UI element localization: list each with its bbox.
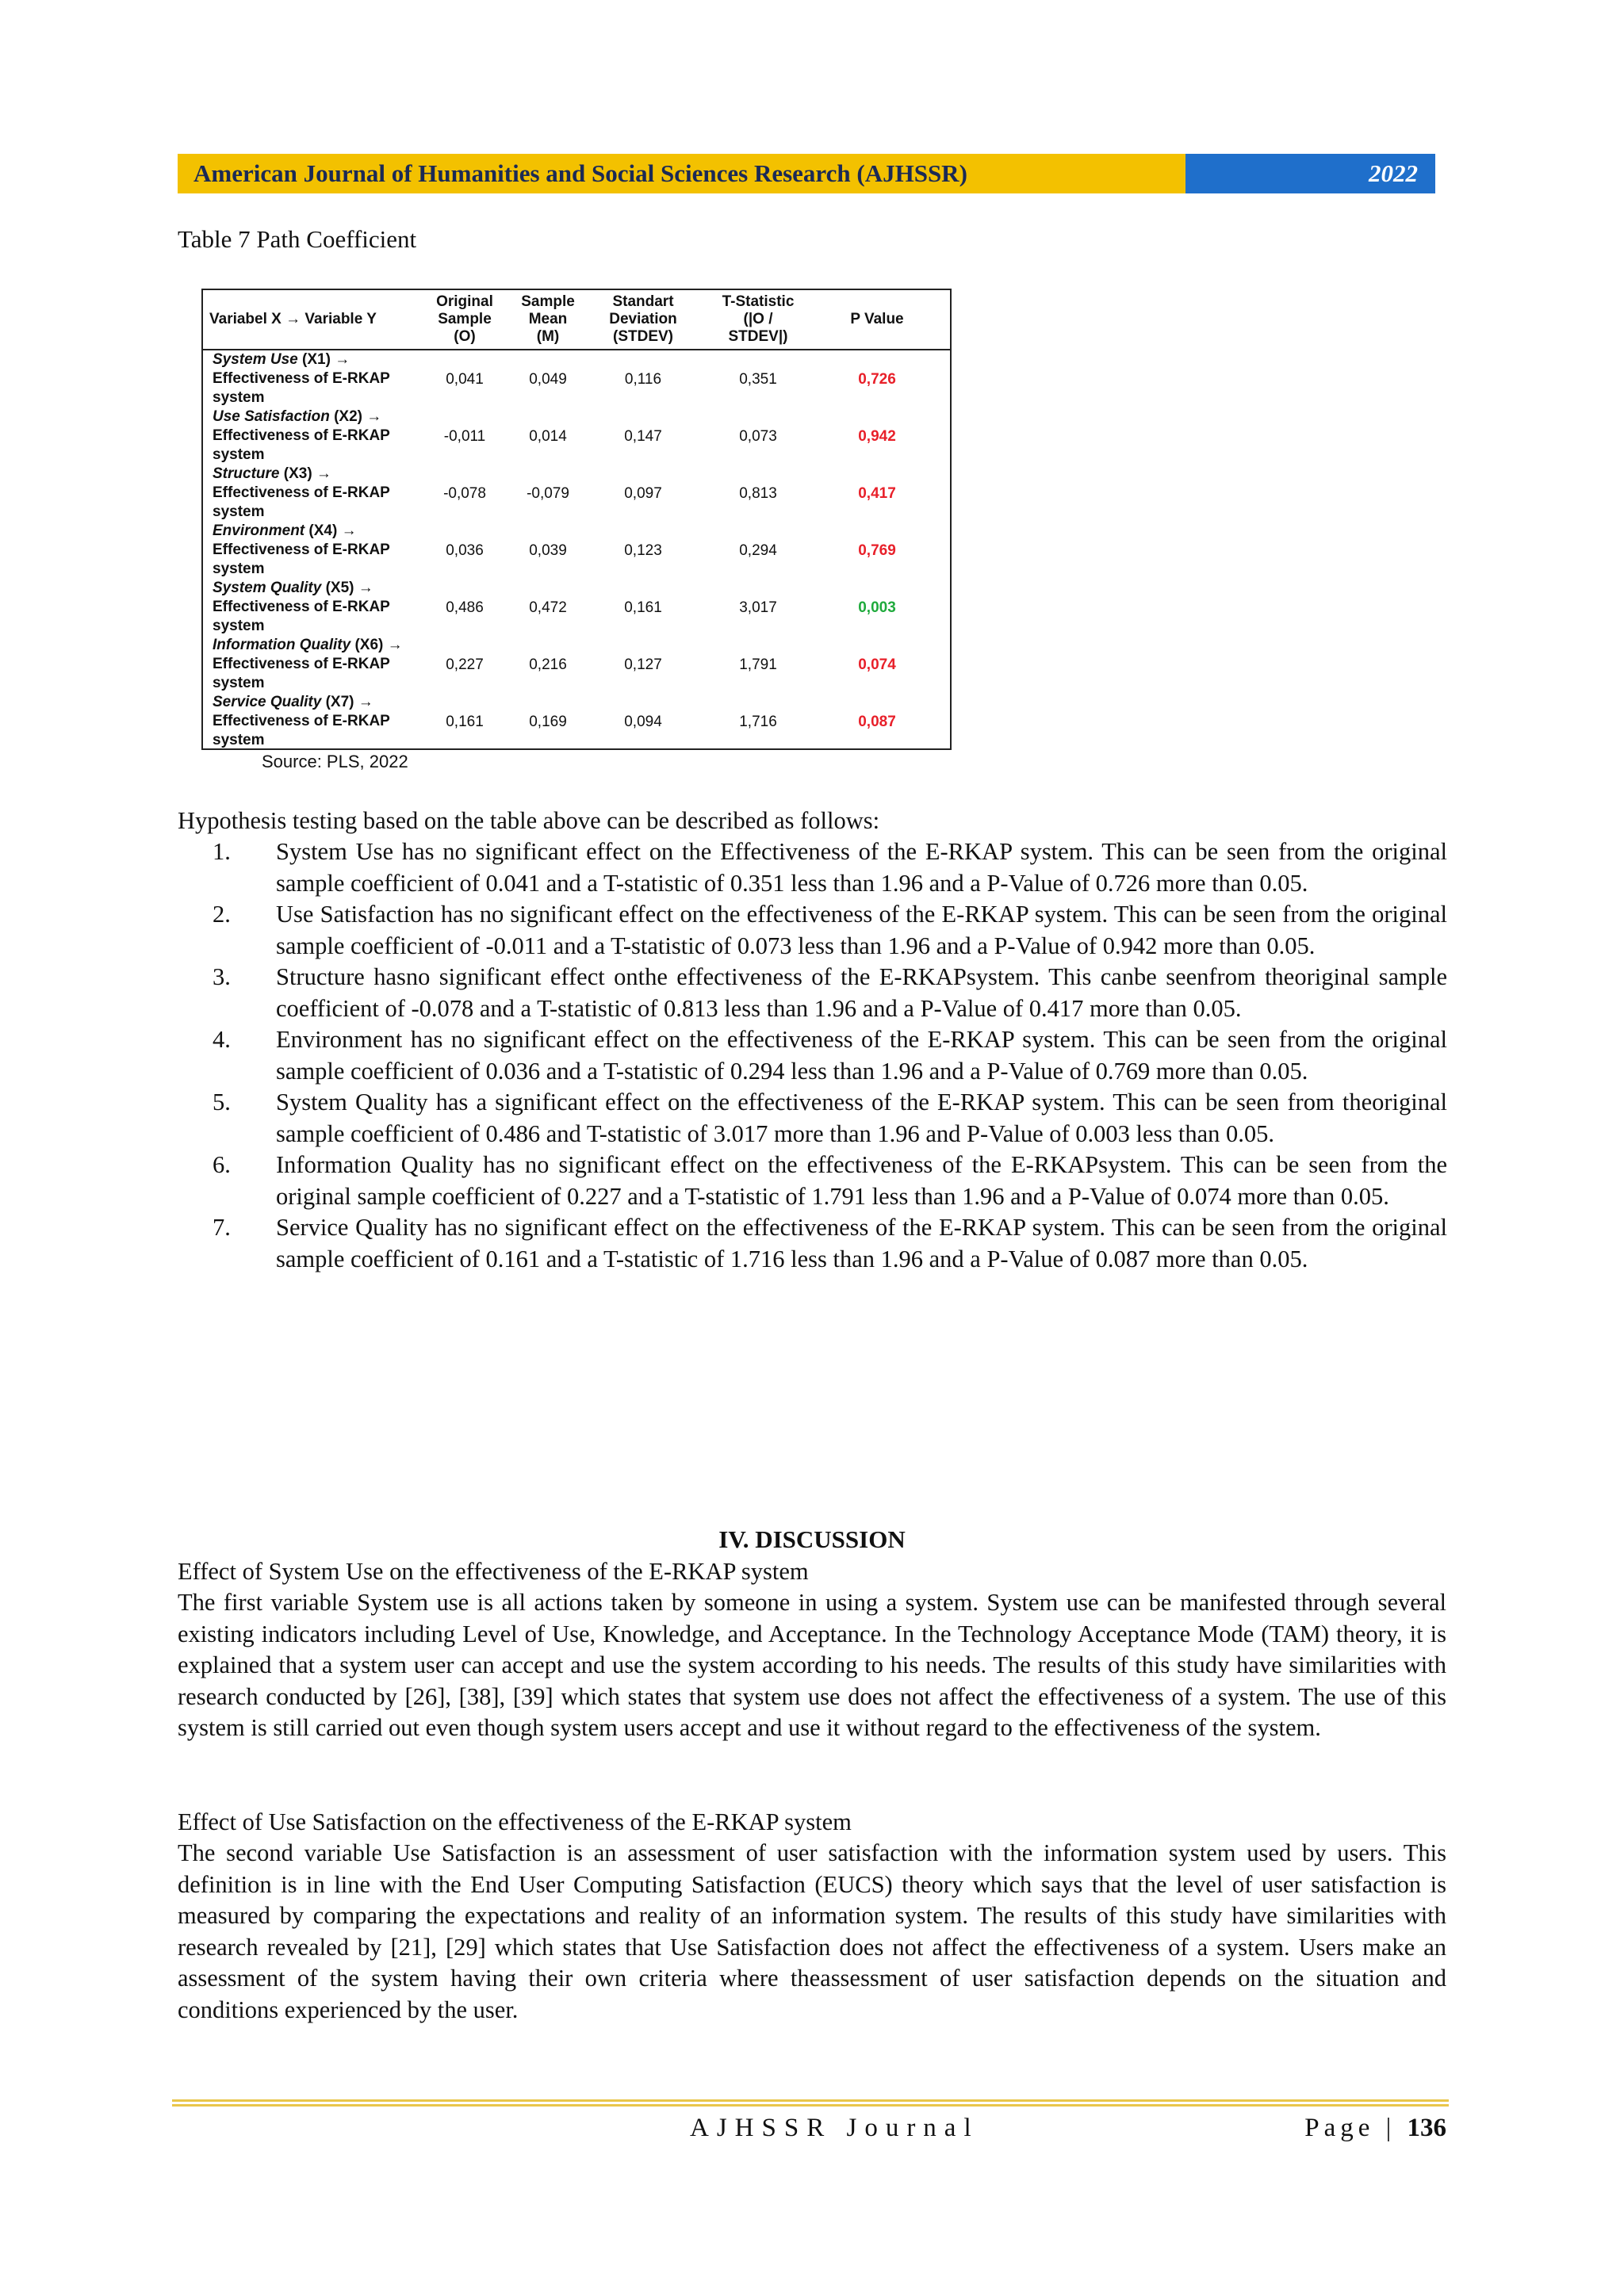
target-variable: Effectiveness of E-RKAP [213, 427, 390, 444]
page-label: Page | [1304, 2114, 1396, 2142]
cell-sample-mean: 0,049 [529, 371, 567, 388]
hypothesis-text: Structure hasno significant effect onthe effectiveness of the E-RKAPsystem. This canbe seenfrom theoriginal sample coefficient of -0.078 and a T-statistic of 0.813 less than 1.96 and a P-Value of 0.417 more than 0.05. [276, 963, 1447, 1022]
cell-t-statistic: 0,073 [739, 428, 777, 445]
cell-p-value: 0,417 [858, 485, 896, 502]
cell-stdev: 0,123 [624, 542, 662, 559]
variable-name: System Use [213, 351, 298, 368]
cell-stdev: 0,127 [624, 656, 662, 673]
target-variable-suffix: system [213, 618, 265, 634]
cell-t-statistic: 0,351 [739, 371, 777, 388]
list-number: 5. [213, 1089, 231, 1115]
hypothesis-item [178, 836, 1447, 899]
cell-stdev: 0,161 [624, 599, 662, 616]
table-caption: Table 7 Path Coefficient [178, 225, 417, 253]
cell-sample-mean: 0,216 [529, 656, 567, 673]
cell-t-statistic: 0,813 [739, 485, 777, 502]
cell-p-value: 0,087 [858, 714, 896, 730]
cell-stdev: 0,147 [624, 428, 662, 445]
variable-name: System Quality [213, 580, 322, 596]
cell-stdev: 0,116 [624, 371, 662, 388]
table-header-row [203, 290, 950, 350]
variable-code: (X5) → [325, 580, 373, 596]
hypothesis-list [178, 836, 1447, 1275]
cell-original-sample: 0,041 [446, 371, 484, 388]
hypothesis-text: System Quality has a significant effect on the effectiveness of the E-RKAP system. This can be seen from theoriginal sample coefficient of 0.486 and T-statistic of 3.017 more than 1.96 and P-Value of 0.003 less than 0.05. [276, 1089, 1447, 1147]
target-variable: Effectiveness of E-RKAP [213, 370, 390, 387]
journal-title: American Journal of Humanities and Social Sciences Research (AJHSSR) [178, 154, 1185, 193]
table-source: Source: PLS, 2022 [262, 752, 408, 771]
cell-stdev: 0,097 [624, 485, 662, 502]
variable-code: (X2) → [334, 408, 382, 425]
variable-path-label [213, 636, 419, 693]
variable-path-label [213, 522, 419, 579]
table-row [203, 693, 950, 750]
hypothesis-item [178, 962, 1447, 1024]
target-variable-suffix: system [213, 446, 265, 463]
variable-name: Information Quality [213, 637, 351, 653]
list-number: 7. [213, 1214, 231, 1241]
hypothesis-item [178, 1087, 1447, 1150]
path-coefficient-table [201, 289, 952, 750]
table-row [203, 579, 950, 636]
hypothesis-text: Use Satisfaction has no significant effect on the effectiveness of the E-RKAP system. This can be seen from the original sample coefficient of -0.011 and a T-statistic of 0.073 less than 1.96 and a P-Value of 0.942 more than 0.05. [276, 901, 1447, 959]
column-header-t-statistic: T-Statistic (|O / STDEV|) [722, 293, 795, 345]
table-row [203, 522, 950, 579]
target-variable: Effectiveness of E-RKAP [213, 656, 390, 672]
list-number: 2. [213, 901, 231, 928]
variable-name: Use Satisfaction [213, 408, 330, 425]
paragraph: The first variable System use is all actions taken by someone in using a system. System use can be manifested through several existing indicators including Level of Use, Knowledge, and Acceptance. In the Technology Acceptance Mode (TAM) theory, it is explained that a system user can accept and use the system according to his needs. The results of this study have similarities with research conducted by [26], [38], [39] which states that system use does not affect the effectiveness of a system. The use of this system is still carried out even though system users accept and use it without regard to the effectiveness of the system. [178, 1589, 1446, 1741]
variable-path-label [213, 693, 419, 750]
target-variable: Effectiveness of E-RKAP [213, 713, 390, 729]
cell-stdev: 0,094 [624, 714, 662, 730]
cell-sample-mean: 0,472 [529, 599, 567, 616]
page-number: 136 [1407, 2114, 1446, 2142]
column-header-variable: Variabel X → Variable Y [209, 311, 377, 327]
target-variable-suffix: system [213, 503, 265, 520]
cell-p-value: 0,003 [858, 599, 896, 616]
cell-original-sample: 0,161 [446, 714, 484, 730]
variable-name: Service Quality [213, 694, 322, 710]
cell-sample-mean: -0,079 [527, 485, 569, 502]
variable-code: (X3) → [283, 465, 331, 482]
cell-t-statistic: 0,294 [739, 542, 777, 559]
variable-path-label [213, 408, 419, 465]
list-number: 1. [213, 838, 231, 865]
cell-sample-mean: 0,014 [529, 428, 567, 445]
cell-original-sample: 0,227 [446, 656, 484, 673]
variable-code: (X1) → [302, 351, 350, 368]
target-variable-suffix: system [213, 561, 265, 577]
variable-code: (X7) → [325, 694, 373, 710]
cell-p-value: 0,726 [858, 371, 896, 388]
cell-p-value: 0,769 [858, 542, 896, 559]
list-number: 4. [213, 1026, 231, 1053]
target-variable-suffix: system [213, 675, 265, 691]
variable-path-label [213, 350, 419, 408]
cell-p-value: 0,942 [858, 428, 896, 445]
target-variable: Effectiveness of E-RKAP [213, 599, 390, 615]
journal-year: 2022 [1185, 154, 1435, 193]
variable-code: (X6) → [354, 637, 403, 653]
column-header-sample-mean: Sample Mean (M) [521, 293, 575, 345]
target-variable-suffix: system [213, 389, 265, 406]
hypothesis-text: Environment has no significant effect on the effectiveness of the E-RKAP system. This can be seen from the original sample coefficient of 0.036 and a T-statistic of 0.294 less than 1.96 and a P-Value of 0.769 more than 0.05. [276, 1026, 1447, 1085]
target-variable: Effectiveness of E-RKAP [213, 541, 390, 558]
list-number: 6. [213, 1151, 231, 1178]
hypothesis-item [178, 1024, 1447, 1087]
variable-path-label [213, 579, 419, 636]
table-row [203, 350, 950, 408]
table-row [203, 465, 950, 522]
hypothesis-text: Information Quality has no significant effect on the effectiveness of the E-RKAPsystem. This can be seen from the original sample coefficient of 0.227 and a T-statistic of 1.791 less than 1.96 and a P-Value of 0.074 more than 0.05. [276, 1151, 1447, 1210]
variable-name: Environment [213, 522, 305, 539]
column-header-p-value: P Value [850, 311, 904, 327]
journal-header-bar [178, 154, 1435, 193]
cell-sample-mean: 0,169 [529, 714, 567, 730]
cell-original-sample: 0,036 [446, 542, 484, 559]
cell-original-sample: 0,486 [446, 599, 484, 616]
cell-sample-mean: 0,039 [529, 542, 567, 559]
hypothesis-text: System Use has no significant effect on the Effectiveness of the E-RKAP system. This can be seen from the original sample coefficient of 0.041 and a T-statistic of 0.351 less than 1.96 and a P-Value of 0.726 more than 0.05. [276, 838, 1447, 897]
cell-t-statistic: 3,017 [739, 599, 777, 616]
variable-name: Structure [213, 465, 280, 482]
footer-divider [172, 2099, 1449, 2109]
hypothesis-item [178, 1150, 1447, 1212]
cell-original-sample: -0,011 [443, 428, 486, 445]
subsection-title: Effect of Use Satisfaction on the effectiveness of the E-RKAP system [178, 1808, 852, 1835]
table-row [203, 636, 950, 693]
hypothesis-item [178, 899, 1447, 962]
target-variable: Effectiveness of E-RKAP [213, 484, 390, 501]
list-number: 3. [213, 963, 231, 990]
variable-path-label [213, 465, 419, 522]
section-heading: IV. DISCUSSION [718, 1525, 906, 1553]
target-variable-suffix: system [213, 732, 265, 748]
hypothesis-intro: Hypothesis testing based on the table above can be described as follows: [178, 807, 880, 834]
paragraph: The second variable Use Satisfaction is an assessment of user satisfaction with the information system used by users. This definition is in line with the End User Computing Satisfaction (EUCS) theory which says that the level of user satisfaction is measured by comparing the expectations and reality of an information system. The results of this study have similarities with research revealed by [21], [29] which states that Use Satisfaction does not affect the effectiveness of a system. Users make an assessment of the system having their own criteria where theassessment of user satisfaction depends on the situation and conditions experienced by the user. [178, 1839, 1446, 2023]
cell-t-statistic: 1,716 [739, 714, 777, 730]
footer-page-number [1304, 2114, 1446, 2143]
cell-p-value: 0,074 [858, 656, 896, 673]
table-row [203, 408, 950, 465]
cell-t-statistic: 1,791 [739, 656, 777, 673]
hypothesis-text: Service Quality has no significant effect on the effectiveness of the E-RKAP system. This can be seen from the original sample coefficient of 0.161 and a T-statistic of 1.716 less than 1.96 and a P-Value of 0.087 more than 0.05. [276, 1214, 1447, 1272]
column-header-standard-deviation: Standart Deviation (STDEV) [609, 293, 677, 345]
footer-journal-name: AJHSSR Journal [690, 2114, 979, 2142]
hypothesis-item [178, 1212, 1447, 1275]
column-header-original-sample: Original Sample (O) [436, 293, 493, 345]
cell-original-sample: -0,078 [443, 485, 486, 502]
variable-code: (X4) → [308, 522, 357, 539]
subsection-title: Effect of System Use on the effectiveness of the E-RKAP system [178, 1558, 809, 1585]
